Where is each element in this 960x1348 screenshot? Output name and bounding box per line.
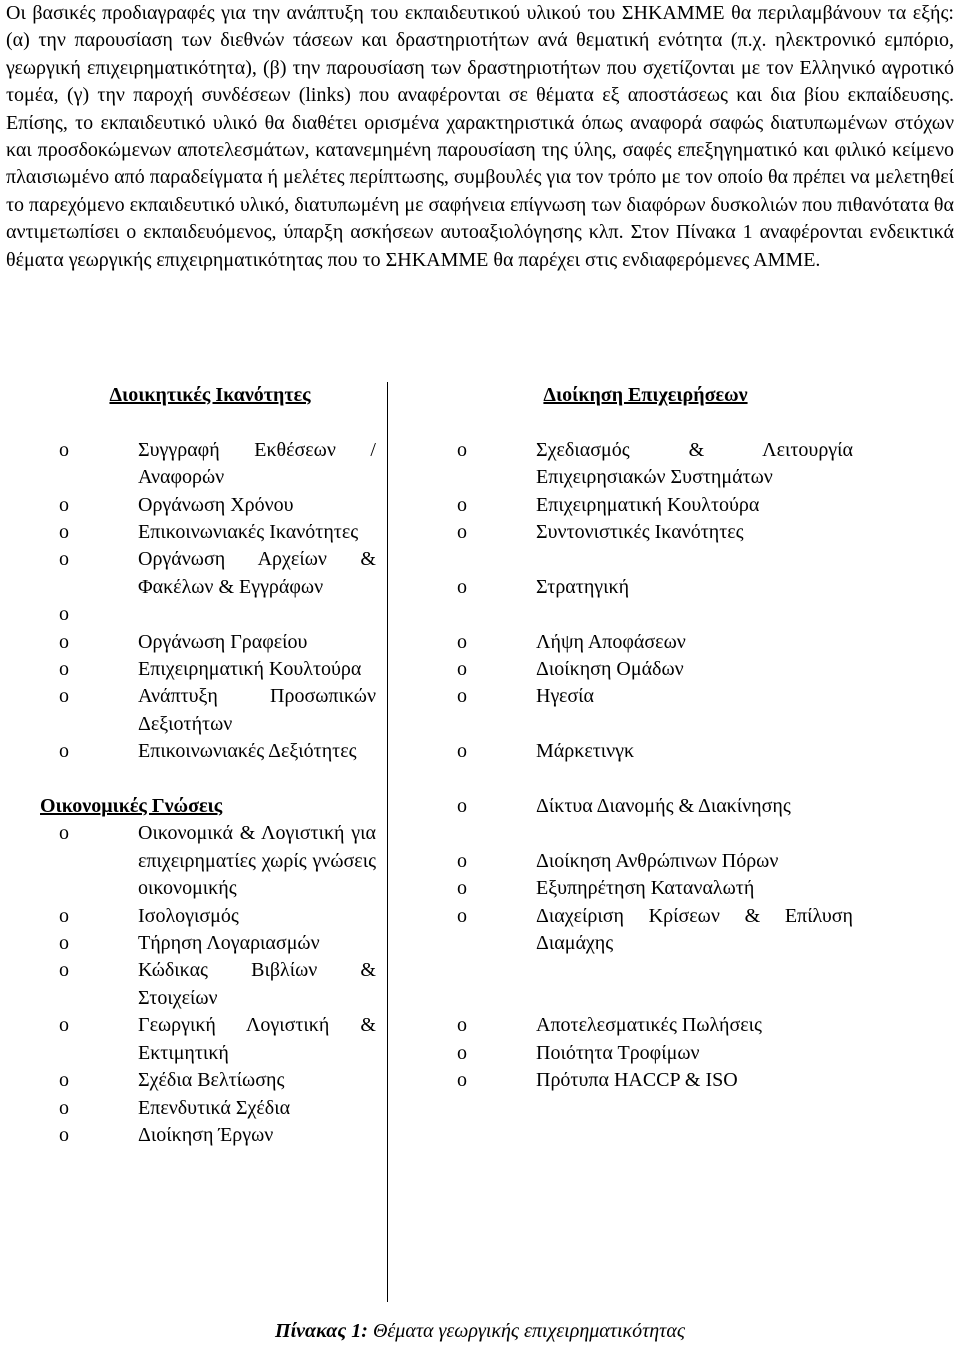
bullet-icon: o — [59, 1014, 69, 1037]
bullet-icon: o — [59, 521, 69, 543]
right-column-title: Διοίκηση Επιχειρήσεων — [543, 384, 748, 406]
list-item-text: Διοίκηση Ομάδων — [536, 658, 684, 680]
list-item-text: Ποιότητα Τροφίμων — [536, 1041, 700, 1064]
list-item — [40, 903, 376, 930]
list-item — [438, 848, 853, 875]
list-item-text: Σχέδια Βελτίωσης — [138, 1069, 285, 1092]
bullet-icon: o — [59, 438, 69, 461]
column-divider — [387, 382, 388, 1302]
list-item — [40, 1012, 376, 1067]
list-item-text: Διαχείριση Κρίσεων & Επίλυση Διαμάχης — [536, 904, 853, 955]
list-item-text: Δίκτυα Διανομής & Διακίνησης — [536, 795, 791, 817]
list-item-text: Οργάνωση Χρόνου — [138, 493, 294, 516]
list-item-text: Επιχειρηματική Κουλτούρα — [138, 658, 362, 681]
right-item-list — [438, 437, 853, 1095]
list-item — [40, 1095, 376, 1122]
list-item — [438, 492, 853, 519]
bullet-icon: o — [59, 1123, 69, 1146]
intro-paragraph: Οι βασικές προδιαγραφές για την ανάπτυξη του εκπαιδευτικού υλικού του ΣΗΚΑΜΜΕ θα περιλαμβάνουν τα εξής: (α) την παρουσίαση των διεθνών τάσεων και δραστηριοτήτων ανά θεματική ενότητα (π.χ. ηλεκτρονικό εμπόριο, γεωργική επιχειρηματικότητα), (β) την παρουσίαση των δραστηριοτήτων που σχετίζονται με τον Ελληνικό αγροτικό τομέα, (γ) την παροχή συνδέσεων (links) που αναφέρονται σε θέματα εξ αποστάσεως και δια βίου εκπαίδευσης. Επίσης, το εκπαιδευτικό υλικό θα διαθέτει ορισμένα χαρακτηριστικά όπως αναφορά σαφώς διατυπωμένων στόχων και προσδοκώμενων αποτελεσμάτων, κατανεμημένη παρουσίαση της ύλης, σαφές επεξηγηματικό και φιλικό κείμενο πλαισιωμένο από παραδείγματα ή μελέτες περίπτωσης, συμβουλές για τον τρόπο με τον οποίο θα πρέπει να μελετηθεί το παρεχόμενο εκπαιδευτικό υλικό, διατυπωμένη με σαφήνεια επίγνωση των διαφόρων δυσκολιών που πιθανότατα θα αντιμετωπίσει ο εκπαιδευόμενος, ύπαρξη ασκήσεων αυτοαξιολόγησης κλπ. Στον Πίνακα 1 αναφέρονται ενδεικτικά θέματα γεωργικής επιχειρηματικότητας που το ΣΗΚΑΜΜΕ θα παρέχει στις ενδιαφερόμενες ΑΜΜΕ. — [6, 2, 954, 271]
list-item-text: Επενδυτικά Σχέδια — [138, 1096, 291, 1119]
list-item-text: Επιχειρηματική Κουλτούρα — [536, 493, 760, 516]
list-item — [438, 574, 853, 601]
bullet-icon: o — [457, 740, 467, 763]
bullet-icon: o — [59, 658, 69, 681]
list-item-text: Εξυπηρέτηση Καταναλωτή — [536, 877, 755, 900]
list-item — [40, 1122, 376, 1149]
bullet-icon: o — [59, 685, 69, 708]
list-item — [40, 738, 376, 765]
bullet-icon: o — [59, 603, 69, 626]
bullet-icon: o — [457, 904, 467, 927]
list-item-text: Κώδικας Βιβλίων & Στοιχείων — [138, 959, 376, 1009]
left-subsection-title: Οικονομικές Γνώσεις — [40, 795, 223, 818]
list-item — [438, 1040, 853, 1067]
bullet-icon: o — [457, 575, 467, 598]
bullet-icon: o — [457, 438, 467, 461]
bullet-icon: o — [457, 1069, 467, 1092]
bullet-icon: o — [59, 959, 69, 982]
bullet-icon: o — [59, 822, 69, 845]
bullet-icon: o — [457, 849, 467, 872]
list-item — [40, 629, 376, 656]
list-item-text: Οργάνωση Αρχείων & Φακέλων & Εγγράφων — [138, 548, 376, 598]
bullet-icon: o — [457, 493, 467, 516]
list-item-text: Διοίκηση Ανθρώπινων Πόρων — [536, 849, 779, 872]
list-item-text: Οικονομικά & Λογιστική για επιχειρηματίες χωρίς γνώσεις οικονομικής — [138, 822, 376, 900]
list-item-text: Αποτελεσματικές Πωλήσεις — [536, 1014, 762, 1037]
bullet-icon: o — [457, 877, 467, 900]
bullet-icon: o — [59, 904, 69, 927]
list-item — [40, 546, 376, 601]
bullet-icon: o — [59, 932, 69, 955]
list-item — [40, 519, 376, 546]
list-item — [438, 793, 853, 820]
list-item-text: Συγγραφή Εκθέσεων / Αναφορών — [138, 438, 376, 489]
left-sub-item-list — [40, 820, 376, 1149]
list-item — [40, 437, 376, 492]
bullet-icon: o — [457, 685, 467, 708]
bullet-icon: o — [59, 1069, 69, 1092]
list-item — [438, 903, 853, 958]
left-column — [40, 382, 376, 1149]
list-item-text: Λήψη Αποφάσεων — [536, 630, 686, 653]
list-item-text: Πρότυπα HACCP & ISO — [536, 1069, 738, 1092]
list-item-text: Ανάπτυξη Προσωπικών Δεξιοτήτων — [138, 685, 376, 735]
bullet-icon: o — [59, 1096, 69, 1119]
bullet-icon: o — [59, 740, 69, 763]
list-item-text: Επικοινωνιακές Δεξιότητες — [138, 740, 357, 763]
bullet-icon: o — [457, 658, 467, 680]
list-item — [40, 492, 376, 519]
list-item — [40, 930, 376, 957]
list-item — [40, 683, 376, 738]
caption-label: Πίνακας 1: — [275, 1320, 368, 1342]
bullet-icon: o — [59, 548, 69, 571]
list-item — [40, 820, 376, 902]
bullet-icon: o — [59, 630, 69, 653]
list-item — [438, 629, 853, 656]
list-item — [438, 519, 853, 546]
list-item — [40, 601, 376, 628]
caption-text: Θέματα γεωργικής επιχειρηματικότητας — [367, 1320, 685, 1342]
list-item-text: Στρατηγική — [536, 575, 630, 598]
list-item — [438, 1067, 853, 1094]
list-item-text: Ηγεσία — [536, 685, 594, 708]
list-item — [438, 875, 853, 902]
bullet-icon: o — [457, 630, 467, 653]
list-item — [40, 957, 376, 1012]
bullet-icon: o — [59, 493, 69, 516]
list-item — [438, 738, 853, 765]
bullet-icon: o — [457, 1014, 467, 1037]
left-column-title: Διοικητικές Ικανότητες — [109, 384, 311, 406]
list-item-text: Οργάνωση Γραφείου — [138, 630, 308, 653]
bullet-icon: o — [457, 521, 467, 543]
right-column — [438, 382, 853, 1094]
list-item-text: Γεωργική Λογιστική & Εκτιμητική — [138, 1014, 376, 1064]
list-item-text: Μάρκετινγκ — [536, 740, 635, 763]
list-item — [438, 683, 853, 710]
left-item-list — [40, 437, 376, 766]
list-item — [438, 656, 853, 683]
bullet-icon: o — [457, 1041, 467, 1064]
list-item-text: Συντονιστικές Ικανότητες — [536, 521, 744, 543]
list-item-text: Σχεδιασμός & Λειτουργία Επιχειρησιακών Συστημάτων — [536, 438, 853, 489]
list-item — [40, 656, 376, 683]
table-caption — [0, 1318, 960, 1345]
list-item-text: Τήρηση Λογαριασμών — [138, 932, 320, 955]
list-item — [40, 1067, 376, 1094]
list-item-text: Επικοινωνιακές Ικανότητες — [138, 521, 359, 543]
list-item-text: Διοίκηση Έργων — [138, 1123, 274, 1146]
bullet-icon: o — [457, 795, 467, 817]
list-item — [438, 437, 853, 492]
list-item — [438, 1012, 853, 1039]
list-item-text: Ισολογισμός — [138, 904, 239, 927]
